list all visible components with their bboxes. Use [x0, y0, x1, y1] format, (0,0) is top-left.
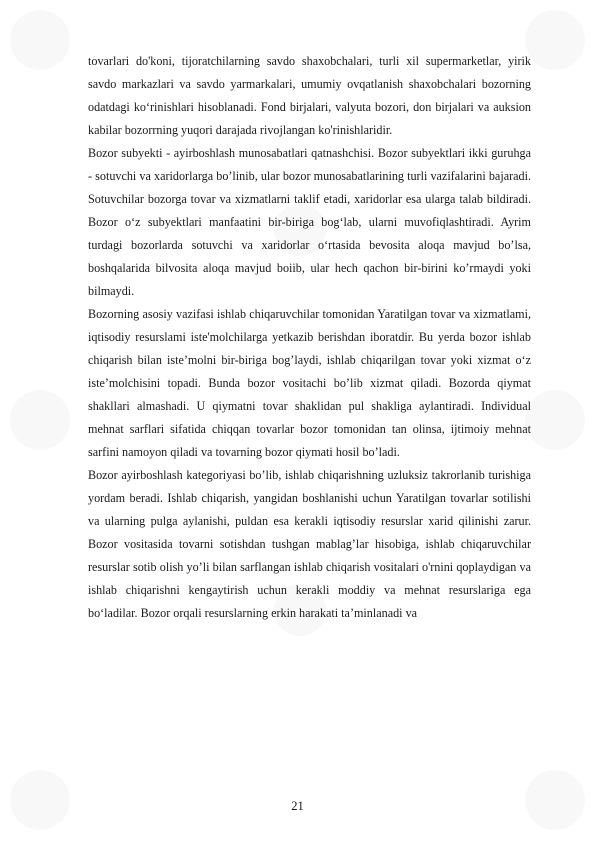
page-number: 21 [291, 799, 304, 813]
paragraph-1: tovarlari do'koni, tijoratchilarning savdo shaxobchalari, turli xil supermarketlar, yirik savdo markazlari va savdo yarmarkalari, umumiy ovqatlanish shaxobchalari bozorning odatdagi ko‘rinishlari hisoblanadi. Fond birjalari, valyuta bozori, don birjalari va auksion kabilar bozorrning yuqori darajada rivojlangan ko'rinishlaridir. [88, 54, 531, 137]
paragraph-4: Bozor ayirboshlash kategoriyasi bo’lib, ishlab chiqarishning uzluksiz takrorlanib turishiga yordam beradi. Ishlab chiqarish, yangidan boshlanishi uchun Yaratilgan tovarlar sotilishi va ularning pulga aylanishi, puldan esa kerakli iqtisodiy resurslar xarid qilinishi zarur. Bozor vositasida tovarni sotishdan tushgan mablag’lar hisobiga, ishlab chiqaruvchilar resurslar sotib olish yo’li bilan sarflangan ishlab chiqarish vositalari o'rnini qoplaydigan va ishlab chiqarishni kengaytirish uchun kerakli moddiy va mehnat resurslariga ega bo‘ladilar. Bozor orqali resurslarning erkin harakati ta’minlanadi va [88, 468, 531, 620]
body-text [88, 50, 531, 625]
paragraph-3: Bozorning asosiy vazifasi ishlab chiqaruvchilar tomonidan Yaratilgan tovar va xizmatlami, iqtisodiy resurslami iste'molchilarga yetkazib berishdan iboratdir. Bu yerda bozor ishlab chiqarish bilan iste’molni bir-biriga bog’laydi, ishlab chiqarilgan tovar yoki xizmat o‘z iste’molchisini topadi. Bunda bozor vositachi bo’lib xizmat qiladi. Bozorda qiymat shakllari almashadi. U qiymatni tovar shaklidan pul shakliga aylantiradi. Individual mehnat sarflari sifatida chiqqan tovarlar bozor tomonidan tan olinsa, ijtimoiy mehnat sarfini namoyon qiladi va tovarning bozor qiymati hosil bo’ladi. [88, 307, 531, 459]
paragraph-2: Bozor subyekti - ayirboshlash munosabatlari qatnashchisi. Bozor subyektlari ikki guruhga - sotuvchi va xaridorlarga bo’linib, ular bozor munosabatlarining turli vazifalarini bajaradi. Sotuvchilar bozorga tovar va xizmatlarni taklif etadi, xaridorlar esa ularga talab bildiradi. Bozor o‘z subyektlari manfaatini bir-biriga bog‘lab, ularni muvofiqlashtiradi. Ayrim turdagi bozorlarda sotuvchi va xaridorlar o‘rtasida bevosita aloqa mavjud bo’lsa, boshqalarida bilvosita aloqa mavjud boiib, ular hech qachon bir-birini ko’rmaydi yoki bilmaydi. [88, 146, 531, 298]
